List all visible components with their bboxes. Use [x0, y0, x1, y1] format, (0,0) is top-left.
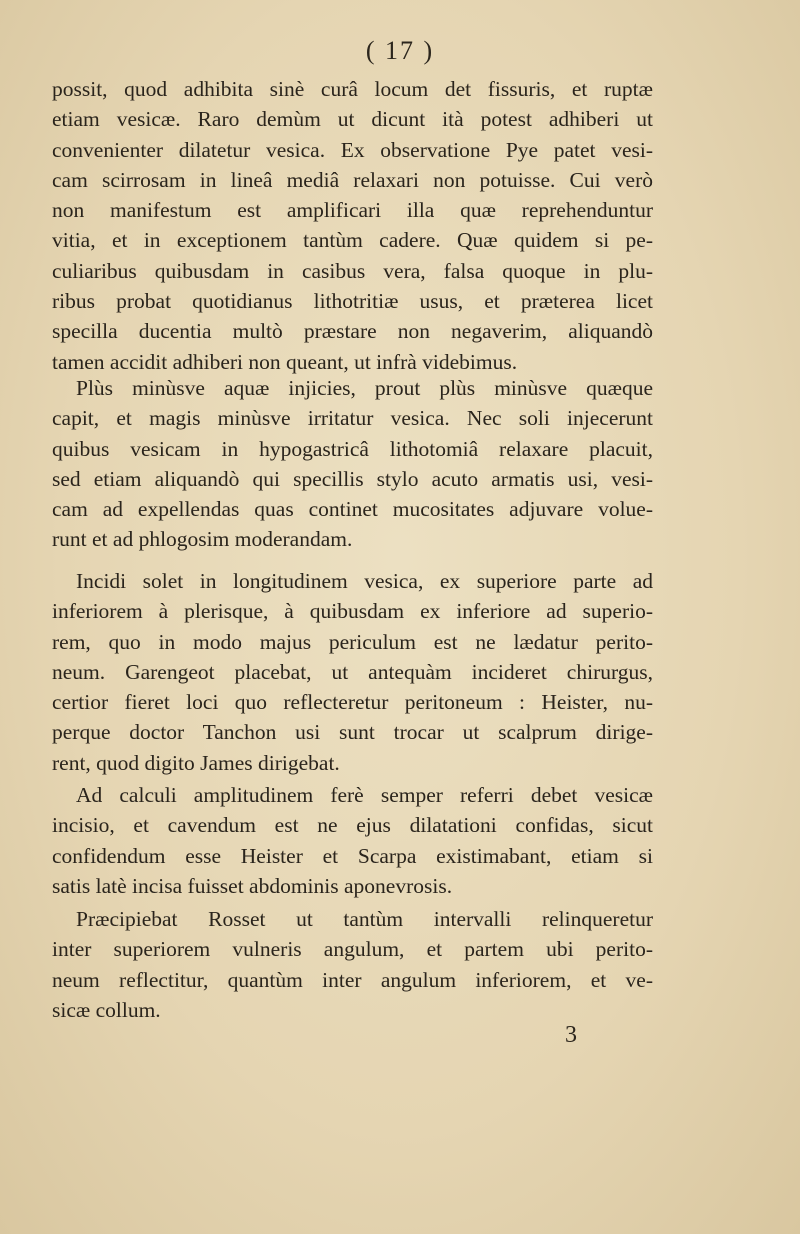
text-line: inferiorem à plerisque, à quibusdam ex inferiore ad superio-	[52, 599, 653, 624]
text-line: confidendum esse Heister et Scarpa existimabant, etiam si	[52, 843, 653, 868]
page-number: ( 17 )	[365, 36, 435, 65]
text-line: cam scirrosam in lineâ mediâ relaxari non potuisse. Cui verò	[52, 167, 653, 192]
signature-mark: 3	[565, 1022, 577, 1048]
text-line: etiam vesicæ. Raro demùm ut dicunt ità potest adhiberi ut	[52, 107, 653, 132]
text-line: ribus probat quotidianus lithotritiæ usus, et præterea licet	[52, 289, 653, 314]
text-line: vitia, et in exceptionem tantùm cadere. Quæ quidem si pe-	[52, 228, 653, 253]
text-line: neum reflectitur, quantùm inter angulum inferiorem, et ve-	[52, 967, 653, 992]
text-line: runt et ad phlogosim moderandam.	[52, 527, 353, 552]
text-line: non manifestum est amplificari illa quæ reprehenduntur	[52, 198, 653, 223]
text-line: perque doctor Tanchon usi sunt trocar ut scalprum dirige-	[52, 720, 653, 745]
text-line: sicæ collum.	[52, 997, 161, 1022]
text-line: tamen accidit adhiberi non queant, ut infrà videbimus.	[52, 349, 518, 374]
text-line: possit, quod adhibita sinè curâ locum det fissuris, et ruptæ	[52, 77, 653, 101]
paragraph-4	[52, 780, 653, 901]
text-line: Incidi solet in longitudinem vesica, ex superiore parte ad	[76, 569, 653, 593]
paragraph-1	[52, 74, 653, 377]
text-line: rent, quod digito James dirigebat.	[52, 750, 340, 775]
text-line: quibus vesicam in hypogastricâ lithotomiâ relaxare placuit,	[52, 436, 653, 461]
text-line: incisio, et cavendum est ne ejus dilatationi confidas, sicut	[52, 813, 653, 838]
text-line: neum. Garengeot placebat, ut antequàm incideret chirurgus,	[52, 659, 653, 684]
paragraph-2	[52, 373, 653, 555]
text-line: certior fieret loci quo reflecteretur peritoneum : Heister, nu-	[52, 690, 653, 715]
text-line: sed etiam aliquandò qui specillis stylo acuto armatis usi, vesi-	[52, 466, 653, 491]
text-line: inter superiorem vulneris angulum, et partem ubi perito-	[52, 937, 653, 962]
text-line: Præcipiebat Rosset ut tantùm intervalli relinqueretur	[76, 907, 653, 931]
text-line: convenienter dilatetur vesica. Ex observatione Pye patet vesi-	[52, 137, 653, 162]
text-line: Ad calculi amplitudinem ferè semper referri debet vesicæ	[76, 783, 653, 807]
paragraph-3	[52, 566, 653, 778]
text-line: satis latè incisa fuisset abdominis aponevrosis.	[52, 873, 453, 898]
text-line: culiaribus quibusdam in casibus vera, falsa quoque in plu-	[52, 258, 653, 283]
text-line: rem, quo in modo majus periculum est ne lædatur perito-	[52, 629, 653, 654]
text-line: Plùs minùsve aquæ injicies, prout plùs minùsve quæque	[76, 376, 653, 400]
paragraph-5	[52, 904, 653, 1025]
text-line: cam ad expellendas quas continet mucositates adjuvare volue-	[52, 497, 653, 522]
text-line: capit, et magis minùsve irritatur vesica. Nec soli injecerunt	[52, 406, 653, 431]
text-line: specilla ducentia multò præstare non negaverim, aliquandò	[52, 319, 653, 344]
